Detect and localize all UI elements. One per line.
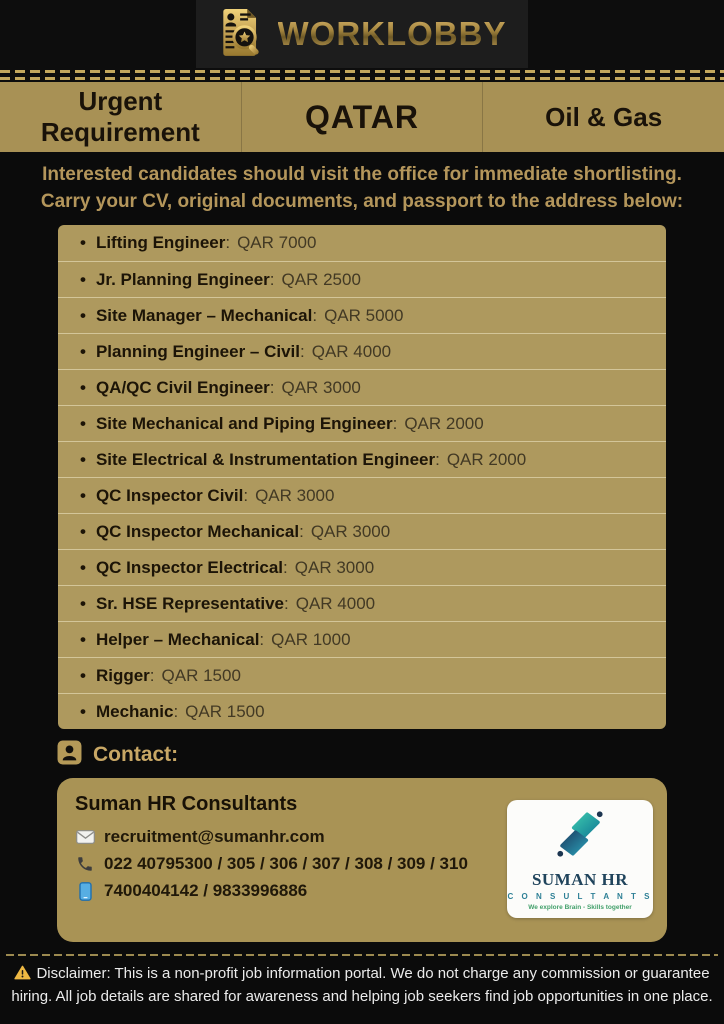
job-row xyxy=(58,585,666,621)
job-row xyxy=(58,513,666,549)
job-separator: : xyxy=(283,593,289,613)
job-salary: QAR 3000 xyxy=(281,377,361,397)
job-separator: : xyxy=(299,521,304,541)
contact-heading xyxy=(57,741,724,769)
job-title: • Sr. HSE Representative xyxy=(95,593,284,613)
header-panel xyxy=(196,0,528,68)
warning-triangle-icon xyxy=(14,965,31,986)
job-row xyxy=(58,441,666,477)
person-icon xyxy=(57,740,82,770)
job-separator: : xyxy=(312,305,318,325)
job-row xyxy=(58,297,666,333)
job-salary: QAR 2000 xyxy=(446,449,527,469)
job-title: • Jr. Planning Engineer xyxy=(95,269,270,289)
brand-wordmark: WORKLOBBY xyxy=(277,15,507,52)
job-row xyxy=(58,657,666,693)
job-separator: : xyxy=(283,557,288,577)
phone-value: 022 40795300 / 305 / 306 / 307 / 308 / 309 / 310 xyxy=(104,854,468,873)
contact-card xyxy=(57,778,667,942)
envelope-icon xyxy=(75,830,95,844)
disclaimer-text: Disclaimer: This is a non-profit job information portal. We do not charge any commission or guarantee hiring. All job details are shared for awareness and helping job seekers find job opportunities in one place. xyxy=(11,965,713,1005)
job-title: • Site Electrical & Instrumentation Engineer xyxy=(95,449,436,469)
logo-name: SUMAN HR xyxy=(531,869,629,889)
intro-line-1: Interested candidates should visit the office for immediate shortlisting. xyxy=(42,164,682,185)
banner-urgent-requirement: Urgent Requirement xyxy=(40,86,200,147)
banner-industry: Oil & Gas xyxy=(482,82,724,152)
job-row xyxy=(58,369,666,405)
job-row xyxy=(58,333,666,369)
job-separator: : xyxy=(435,449,440,469)
job-separator: : xyxy=(149,665,155,685)
dashed-separator-bottom xyxy=(6,954,718,956)
email-value: recruitment@sumanhr.com xyxy=(104,827,325,846)
job-row xyxy=(58,477,666,513)
disclaimer xyxy=(8,963,716,1007)
job-salary: QAR 2500 xyxy=(281,269,361,289)
job-salary: QAR 1500 xyxy=(185,701,265,721)
job-salary: QAR 3000 xyxy=(294,557,375,577)
logo-tagline: We explore Brain - Skills together xyxy=(528,903,632,911)
job-title: • Rigger xyxy=(95,665,150,685)
job-salary: QAR 5000 xyxy=(324,305,404,325)
job-row xyxy=(58,621,666,657)
job-title: • QC Inspector Civil xyxy=(95,485,244,505)
job-title: • QA/QC Civil Engineer xyxy=(95,377,270,397)
job-title: • Site Manager – Mechanical xyxy=(95,305,313,325)
phone-handset-icon xyxy=(75,855,95,873)
job-salary: QAR 2000 xyxy=(404,413,484,433)
header xyxy=(0,0,724,68)
job-salary: QAR 3000 xyxy=(255,485,335,505)
job-row xyxy=(58,693,666,729)
banner xyxy=(0,82,724,152)
job-row xyxy=(58,405,666,441)
job-title: • QC Inspector Mechanical xyxy=(95,521,300,541)
job-separator: : xyxy=(259,629,265,649)
job-separator: : xyxy=(300,341,305,361)
resume-magnifier-star-icon xyxy=(218,5,264,64)
job-list xyxy=(58,225,666,729)
job-title: • Site Mechanical and Piping Engineer xyxy=(95,413,393,433)
job-salary: QAR 4000 xyxy=(311,341,392,361)
job-separator: : xyxy=(269,377,275,397)
smartphone-icon xyxy=(75,882,95,901)
suman-hr-logo-card xyxy=(507,800,653,918)
intro-line-2: Carry your CV, original documents, and passport to the address below: xyxy=(40,191,684,212)
job-row xyxy=(58,225,666,261)
logo-subtitle: C O N S U L T A N T S xyxy=(507,891,653,901)
job-separator: : xyxy=(225,233,231,252)
intro-text xyxy=(0,152,724,225)
job-separator: : xyxy=(173,701,179,721)
company-name: Suman HR Consultants xyxy=(75,793,298,815)
job-salary: QAR 4000 xyxy=(295,593,376,613)
job-title: • Planning Engineer – Civil xyxy=(95,341,300,361)
job-separator: : xyxy=(269,269,275,289)
job-row xyxy=(58,549,666,585)
interlocking-s-icon xyxy=(554,808,606,865)
job-salary: QAR 3000 xyxy=(310,521,391,541)
dashed-separator-top xyxy=(0,68,724,82)
job-title: • Mechanic xyxy=(95,701,174,721)
job-separator: : xyxy=(243,485,249,505)
job-row xyxy=(58,261,666,297)
job-title: • QC Inspector Electrical xyxy=(95,557,284,577)
mobile-value: 7400404142 / 9833996886 xyxy=(104,881,308,900)
banner-country: QATAR xyxy=(241,82,483,152)
job-salary: QAR 1000 xyxy=(271,629,351,649)
job-separator: : xyxy=(392,413,398,433)
contact-heading-label: Contact: xyxy=(93,743,179,766)
job-title: • Helper – Mechanical xyxy=(95,629,260,649)
job-salary: QAR 1500 xyxy=(161,665,241,685)
job-title: • Lifting Engineer xyxy=(95,233,226,252)
job-salary: QAR 7000 xyxy=(237,233,317,252)
